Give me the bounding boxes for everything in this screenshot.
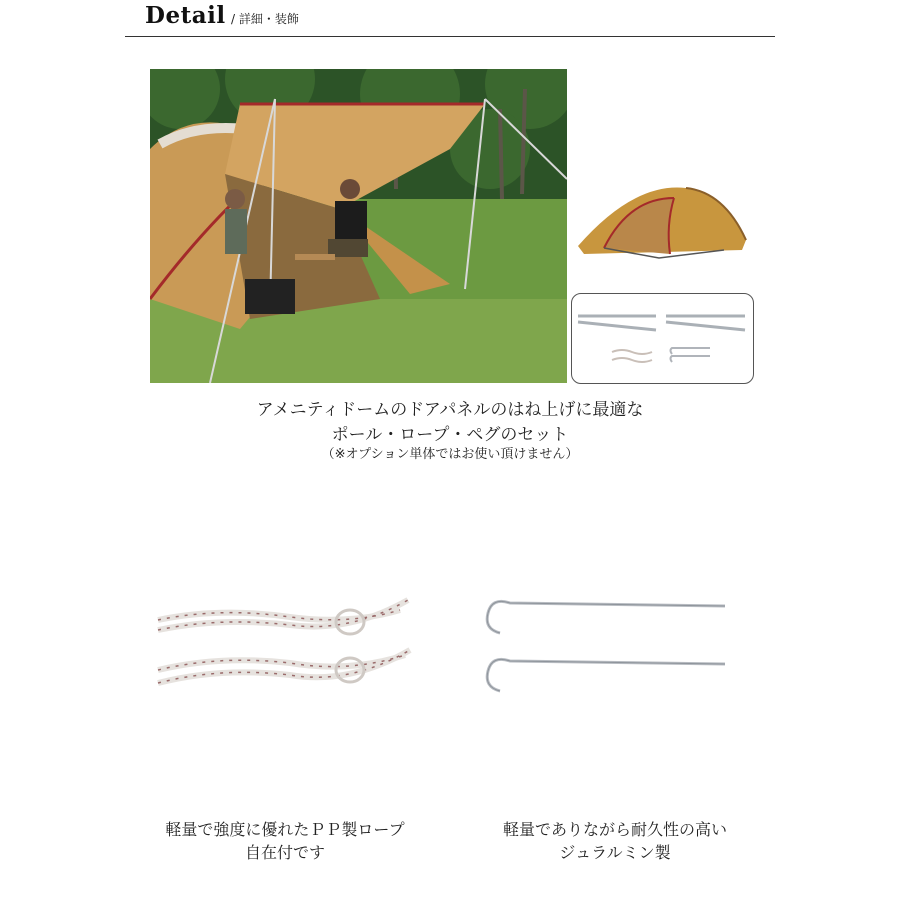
- rope-description: [120, 818, 450, 864]
- rope-icon: [150, 595, 420, 705]
- tent-thumbnail: [574, 180, 750, 262]
- section-header: [125, 0, 775, 37]
- main-photo: [150, 69, 567, 383]
- caption-note: （※オプション単体ではお使い頂けません）: [321, 447, 579, 462]
- caption-line-2: ポール・ロープ・ペグのセット: [331, 425, 569, 445]
- section-subtitle: / 詳細・装飾: [231, 12, 299, 26]
- option-set-thumbnail: [571, 293, 754, 384]
- rope-image: [150, 595, 420, 705]
- rope-description-line-2: 自在付です: [244, 843, 325, 862]
- section-title: Detail: [145, 2, 226, 29]
- peg-image: [480, 593, 735, 693]
- peg-description-line-2: ジュラルミン製: [559, 843, 671, 862]
- peg-description: [450, 818, 780, 864]
- pole-rope-peg-set-icon: [572, 294, 753, 383]
- rope-description-line-1: 軽量で強度に優れたＰＰ製ロープ: [165, 820, 405, 839]
- peg-description-line-1: 軽量でありながら耐久性の高い: [502, 820, 727, 839]
- peg-icon: [480, 593, 735, 693]
- dome-tent-icon: [574, 180, 750, 262]
- caption-line-1: アメニティドームのドアパネルのはね上げに最適な: [256, 400, 644, 420]
- camp-scene-illustration: [150, 69, 567, 383]
